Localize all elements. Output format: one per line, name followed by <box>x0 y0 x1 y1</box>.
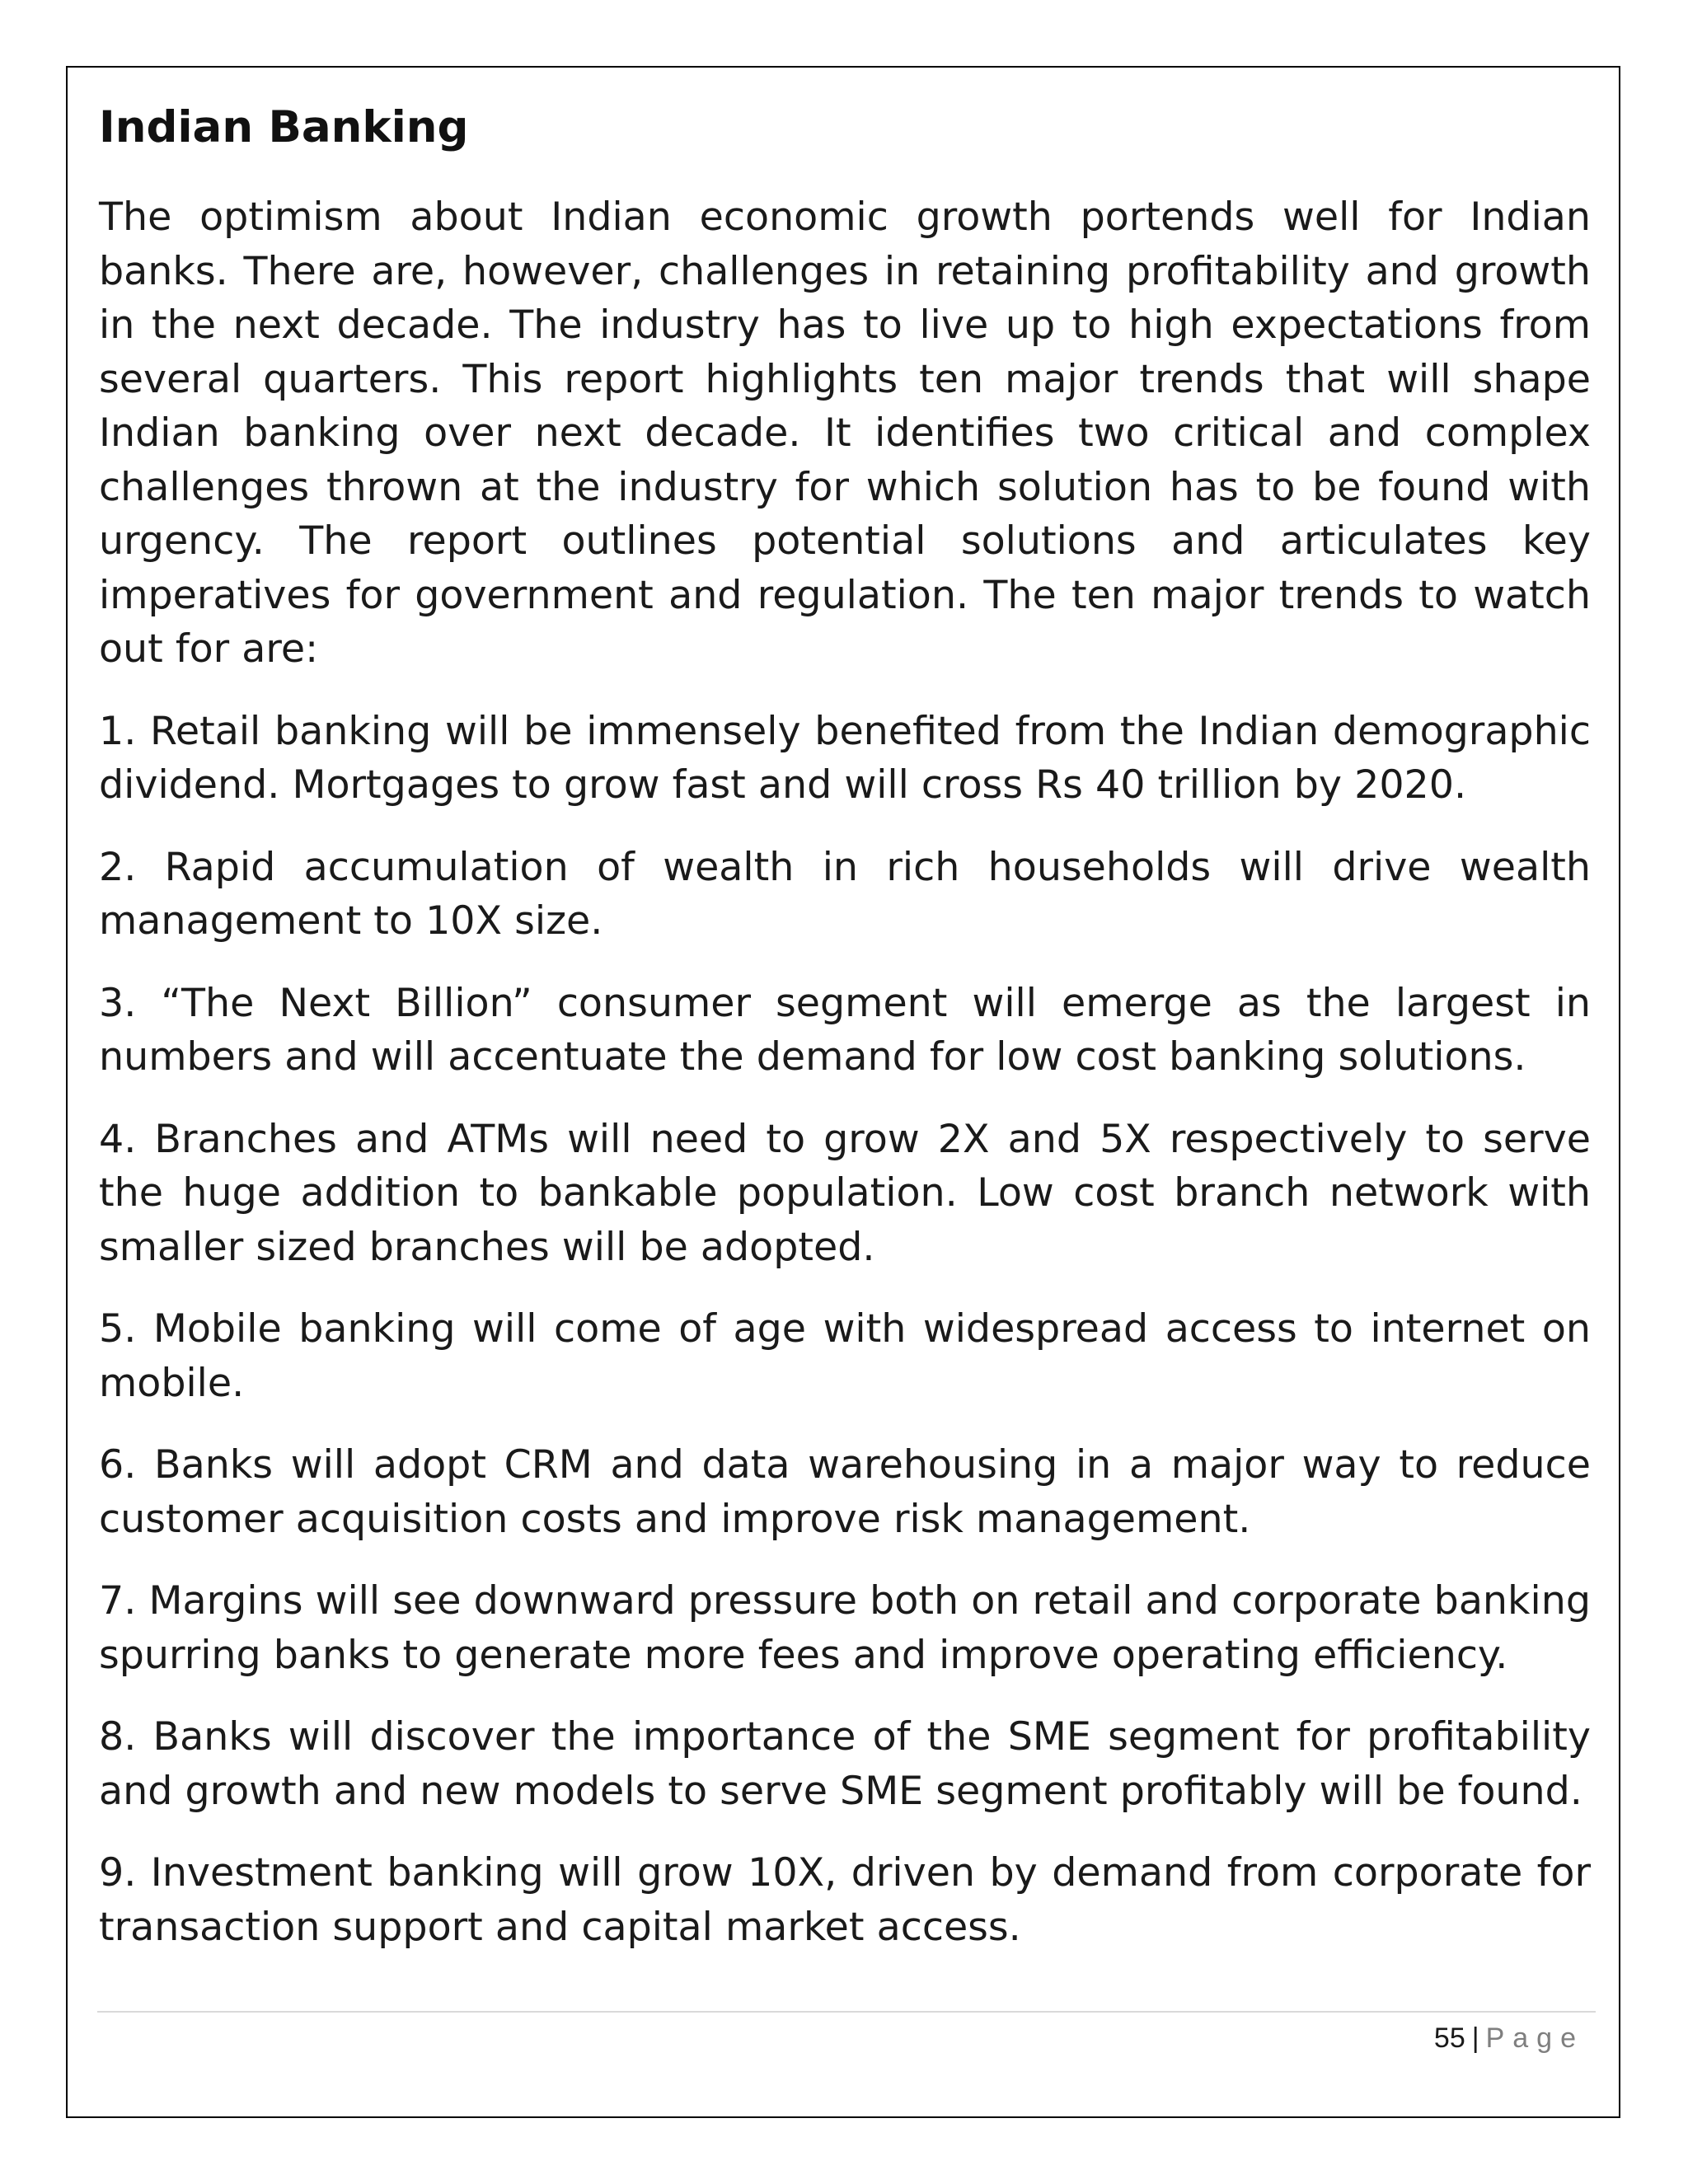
trend-item-4: 4. Branches and ATMs will need to grow 2X and 5X respectively to serve the huge addition to bankable population. Low cost branch network with smaller sized branches will be adopted. <box>99 1116 1591 1270</box>
trend-item-2: 2. Rapid accumulation of wealth in rich households will drive wealth management to 10X size. <box>99 844 1591 944</box>
page-title: Indian Banking <box>99 102 469 152</box>
trend-item-1: 1. Retail banking will be immensely benefited from the Indian demographic dividend. Mortgages to grow fast and will cross Rs 40 trillion by 2020. <box>99 708 1591 808</box>
footer-divider <box>97 2011 1596 2013</box>
page-label: Page <box>1485 2022 1584 2054</box>
trend-item-6: 6. Banks will adopt CRM and data warehousing in a major way to reduce customer acquisition costs and improve risk management. <box>99 1442 1591 1542</box>
trend-item-5: 5. Mobile banking will come of age with widespread access to internet on mobile. <box>99 1306 1591 1406</box>
trend-item-3: 3. “The Next Billion” consumer segment will emerge as the largest in numbers and will accentuate the demand for low cost banking solutions. <box>99 980 1591 1080</box>
page-content <box>99 95 1591 1982</box>
intro-paragraph: The optimism about Indian economic growth portends well for Indian banks. There are, however, challenges in retaining profitability and growth in the next decade. The industry has to live up to high expectations from several quarters. This report highlights ten major trends that will shape Indian banking over next decade. It identifies two critical and complex challenges thrown at the industry for which solution has to be found with urgency. The report outlines potential solutions and articulates key imperatives for government and regulation. The ten major trends to watch out for are: <box>99 194 1591 672</box>
trend-item-7: 7. Margins will see downward pressure both on retail and corporate banking spurring banks to generate more fees and improve operating efficiency. <box>99 1578 1591 1678</box>
page-number: 55 <box>1433 2022 1465 2054</box>
trend-item-8: 8. Banks will discover the importance of the SME segment for profitability and growth and new models to serve SME segment profitably will be found. <box>99 1714 1591 1814</box>
footer-separator: | <box>1471 2022 1479 2054</box>
page-footer <box>1434 2018 1584 2059</box>
trend-item-9: 9. Investment banking will grow 10X, driven by demand from corporate for transaction support and capital market access. <box>99 1850 1591 1950</box>
